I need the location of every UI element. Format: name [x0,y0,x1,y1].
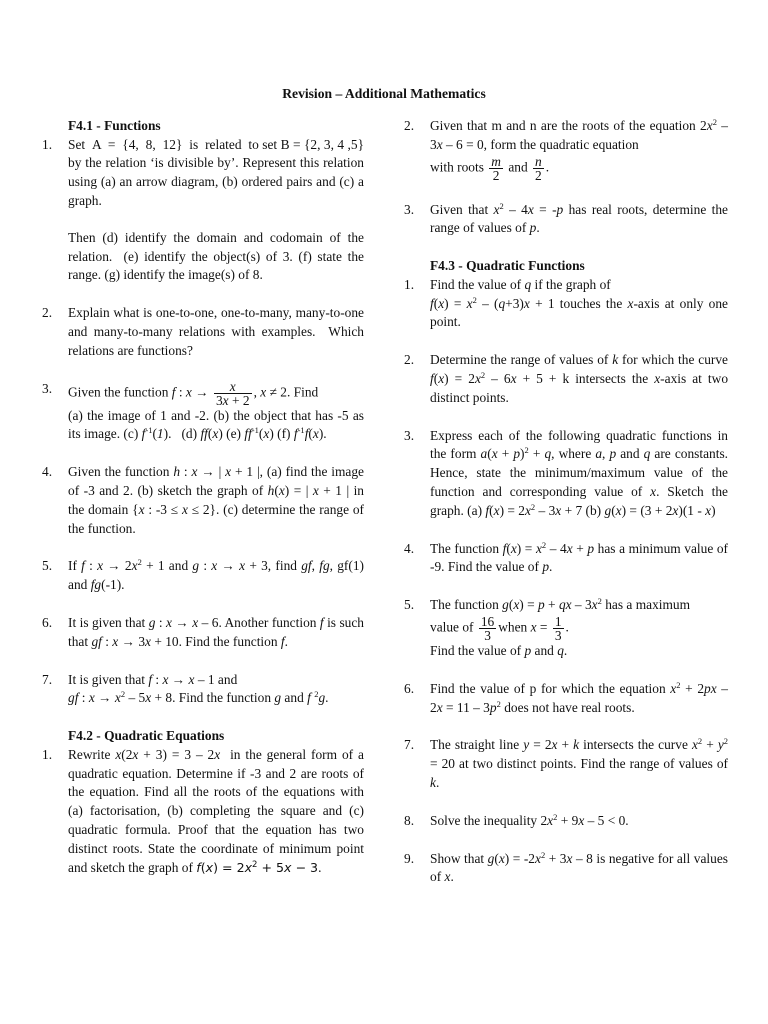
section-heading-functions: F4.1 - Functions [68,118,161,133]
question-f43-2: 2. Determine the range of values of k for which the curve $f(x) = 2x^2 - 6x + 5 + k$ intersects the x-axis at two distinct points. [404,352,729,405]
question-f41-1: 1. Set A = {4, 8, 12} is related to set B = {2, 3, 4 ,5} by the relation ‘is divisible by’. Represent this relation using (a) an arrow diagram, (b) ordered pairs and (c) a graph. Then (d) identify the domain and codomain of the relation. (e) identify the object(s) of 3. (f) state the range. (g) identify the image(s) of 8. [42,136,364,283]
question-f41-3: 3. Given the function f : x → $\frac{x}{3x + 2}$ , x ≠ 2. Find (a) the image of 1 and -2. (b) the object that has -5 as its image. (c) $f^{-1}(1)$. (d) ff(x) (e) $ff^{-1}(x)$ (f) $f^{-1}f(x)$. [42,378,364,442]
question-f42-1: 1. Rewrite x(2x + 3) = 3 – 2x in the general form of a quadratic equation. Determine if -3 and 2 are roots of the equation. Find all the roots of the equations with (a) factorisation, (b) completing the square and (c) quadratic formula. Proof that the equation has two distinct roots. State the coordinate of minimum point and sketch the graph of $f(x) = 2x^2 + 5x - 3$. [42,746,364,875]
right-column [404,117,728,887]
question-f41-2: 2. Explain what is one-to-one, one-to-many, many-to-one and many-to-many relations with examples. Which relations are functions? [42,305,364,358]
question-f43-9: 9. Show that $g(x) = -2x^2 + 3x - 8$ is negative for all values of x. [404,849,728,885]
question-f43-1: 1. Find the value of q if the graph of $f(x) = x^2 - (q+3)x + 1$ touches the x-axis at only one point. [404,276,728,330]
left-column [42,117,364,877]
question-f43-7: 7. The straight line y = 2x + k intersects the curve $x^2 + y^2 = 20$ at two distinct points. Find the range of values of k. [404,736,729,790]
page-title: Revision – Additional Mathematics [282,86,486,101]
question-f43-8: 8. Solve the inequality $2x^2 + 9x - 5 < 0$. [404,811,629,828]
question-f41-7: 7. It is given that f : x → x – 1 and gf : $x \to x^2 - 5x + 8$. Find the function g and f $^2$g. [42,671,329,706]
question-f41-5: 5. If f : $x \to 2x^2 + 1$ and g : x → x + 3, find gf, fg, gf(1) and fg(-1). [42,557,364,593]
question-f42-3: 3. Given that $x^2 - 4x = -p$ has real roots, determine the range of values of p. [404,200,728,236]
question-f41-6: 6. It is given that g : x → x – 6. Another function f is such that gf : x → 3x + 10. Find the function f. [42,614,364,649]
question-f43-4: 4. The function $f(x) = x^2 - 4x + p$ has a minimum value of -9. Find the value of p. [404,539,729,575]
question-f43-5: 5. The function g(x) = p + qx – $3x^2$ has a maximum value of $\frac{16}{3}$ when x = $\frac{1}{3}$ . Find the value of p and q. [404,596,691,658]
question-f42-2: 2. Given that m and n are the roots of the equation $2x^2 - 3x - 6 = 0$, form the quadratic equation with roots $\frac{m}{2}$ and $\frac{n}{2}$ . [404,117,728,183]
section-heading-quadratic-equations: F4.2 - Quadratic Equations [68,728,225,744]
question-f41-4: 4. Given the function h : x → | x + 1 |, (a) find the image of -3 and 2. (b) sketch the graph of h(x) = | x + 1 | in the domain {x : -3 ≤ x ≤ 2}. (c) determine the range of the function. [42,464,364,536]
section-heading-quadratic-functions: F4.3 - Quadratic Functions [430,258,585,274]
question-f43-6: 6. Find the value of p for which the equation $x^2 + 2px - 2x = 11 - 3p^2$ does not have real roots. [404,679,729,715]
question-f43-3: 3. Express each of the following quadratic functions in the form $a(x + p)^2 + q$, where a, p and q are constants. Hence, state the minimum/maximum value of the function and corresponding value of x. Sketch the graph. (a) $f(x) = 2x^2 - 3x + 7$ (b) g(x) = (3 + 2x)(1 - x) [404,427,729,518]
